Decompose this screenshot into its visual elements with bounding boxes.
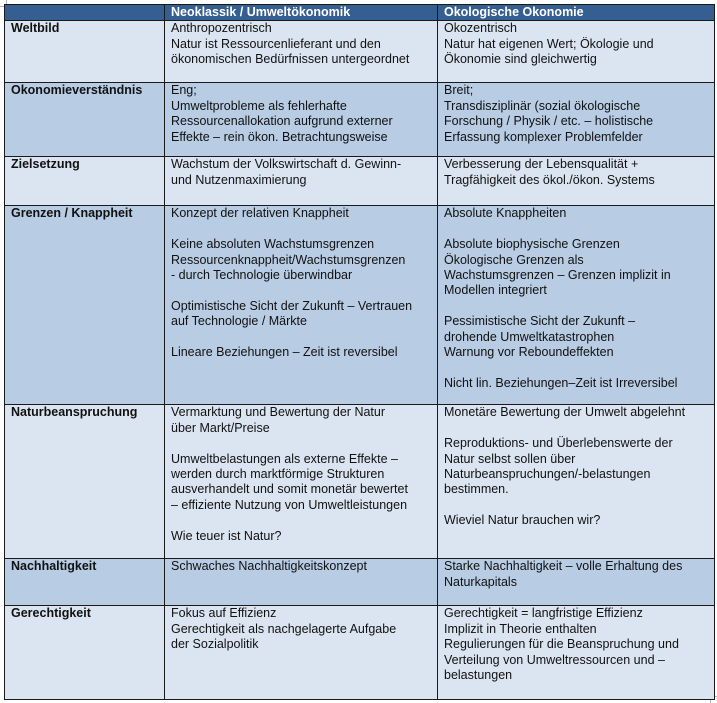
cell-text-line: Ressourcenallokation aufgrund externer: [171, 114, 393, 129]
cell-text-line: und Nutzenmaximierung: [171, 172, 307, 187]
cell-text-line: Reproduktions- und Überlebenswerte der: [444, 436, 673, 451]
cell-text-line: Natur ist Ressourcenlieferant und den: [171, 36, 381, 51]
cell-neoklassik: [165, 606, 438, 700]
cell-oekologische-oekonomie: [438, 606, 715, 700]
cell-text-line: Fokus auf Effizienz: [171, 606, 277, 621]
cell-text-line: Starke Nachhaltigkeit – volle Erhaltung des: [444, 559, 683, 574]
cell-neoklassik: [165, 405, 438, 559]
cell-text-line: Wachstumsgrenzen – Grenzen implizit in: [444, 268, 671, 283]
paragraph-gap: [444, 498, 709, 513]
cell-text-line: Schwaches Nachhaltigkeitskonzept: [171, 559, 367, 574]
header-oekologische-oekonomie: Okologische Okonomie: [438, 5, 715, 21]
paragraph-gap: [444, 360, 709, 375]
header-neoklassik: Neoklassik / Umweltökonomik: [165, 5, 438, 21]
cell-text-line: über Markt/Preise: [171, 420, 270, 435]
paragraph-gap: [444, 421, 709, 436]
table-row: [5, 21, 715, 83]
cell-text-line: Anthropozentrisch: [171, 21, 272, 36]
cell-text-line: Warnung vor Reboundeffekten: [444, 345, 614, 360]
cell-text-line: Ökonomie sind gleichwertig: [444, 52, 597, 67]
table-row: [5, 559, 715, 606]
cell-text-line: Wieviel Natur brauchen wir?: [444, 513, 601, 528]
cell-text-line: Umweltbelastungen als externe Effekte –: [171, 451, 398, 466]
cell-neoklassik: [165, 83, 438, 157]
cell-text-line: Gerechtigkeit als nachgelagerte Aufgabe: [171, 621, 397, 636]
cell-text-line: Pessimistische Sicht der Zukunft –: [444, 314, 636, 329]
cell-oekologische-oekonomie: [438, 83, 715, 157]
cell-text-line: Modellen integriert: [444, 283, 547, 298]
cell-oekologische-oekonomie: [438, 559, 715, 606]
row-label: Naturbeanspruchung: [5, 405, 165, 559]
cell-text-line: Gerechtigkeit = langfristige Effizienz: [444, 606, 643, 621]
row-label: Gerechtigkeit: [5, 606, 165, 700]
cell-text-line: Forschung / Physik / etc. – holistische: [444, 114, 654, 129]
paragraph-gap: [171, 222, 432, 237]
cell-text-line: Effekte – rein ökon. Betrachtungsweise: [171, 129, 388, 144]
row-label: Grenzen / Knappheit: [5, 206, 165, 405]
cell-text-line: Absolute Knappheiten: [444, 206, 567, 221]
cell-text-line: Keine absoluten Wachstumsgrenzen: [171, 237, 375, 252]
cell-text-line: Tragfähigkeit des ökol./ökon. Systems: [444, 172, 655, 187]
cell-text-line: Lineare Beziehungen – Zeit ist reversibel: [171, 345, 398, 360]
row-label: Nachhaltigkeit: [5, 559, 165, 606]
cell-text-line: Nicht lin. Beziehungen–Zeit ist Irreversibel: [444, 375, 678, 390]
cell-text-line: der Sozialpolitik: [171, 637, 259, 652]
cell-text-line: Naturbeanspruchungen/-belastungen: [444, 467, 651, 482]
cell-text-line: drohende Umweltkatastrophen: [444, 329, 615, 344]
cell-text-line: Wie teuer ist Natur?: [171, 528, 282, 543]
cell-text-line: Naturkapitals: [444, 574, 517, 589]
cell-neoklassik: [165, 559, 438, 606]
cell-neoklassik: [165, 21, 438, 83]
cell-oekologische-oekonomie: [438, 21, 715, 83]
cell-text-line: Eng;: [171, 83, 197, 98]
row-label: Zielsetzung: [5, 157, 165, 206]
cell-oekologische-oekonomie: [438, 206, 715, 405]
cell-neoklassik: [165, 157, 438, 206]
table-row: [5, 606, 715, 700]
cell-text-line: - durch Technologie überwindbar: [171, 268, 353, 283]
cell-text-line: Ökologische Grenzen als: [444, 252, 584, 267]
table-row: [5, 405, 715, 559]
cell-oekologische-oekonomie: [438, 405, 715, 559]
cell-text-line: ausverhandelt und somit monetär bewertet: [171, 482, 408, 497]
cell-text-line: Natur hat eigenen Wert; Ökologie und: [444, 36, 654, 51]
cell-text-line: bestimmen.: [444, 482, 509, 497]
cell-text-line: Verbesserung der Lebensqualität +: [444, 157, 639, 172]
cell-text-line: Umweltprobleme als fehlerhafte: [171, 98, 347, 113]
cell-text-line: Konzept der relativen Knappheit: [171, 206, 349, 221]
cell-text-line: Wachstum der Volkswirtschaft d. Gewinn-: [171, 157, 402, 172]
paragraph-gap: [171, 330, 432, 345]
table-row: [5, 157, 715, 206]
cell-text-line: Natur selbst sollen über: [444, 451, 576, 466]
cell-text-line: auf Technologie / Märkte: [171, 314, 307, 329]
cell-text-line: Regulierungen für die Beanspruchung und: [444, 637, 679, 652]
cell-text-line: Implizit in Theorie enthalten: [444, 621, 597, 636]
cell-oekologische-oekonomie: [438, 157, 715, 206]
cell-text-line: Verteilung von Umweltressourcen und –: [444, 652, 665, 667]
paragraph-gap: [444, 222, 709, 237]
cell-text-line: Monetäre Bewertung der Umwelt abgelehnt: [444, 405, 686, 420]
header-empty-cell: [5, 5, 165, 21]
cell-text-line: ökonomischen Bedürfnissen untergeordnet: [171, 52, 410, 67]
cell-text-line: Optimistische Sicht der Zukunft – Vertrauen: [171, 298, 413, 313]
comparison-table: [4, 4, 715, 700]
cell-text-line: belastungen: [444, 668, 513, 683]
cell-text-line: Breit;: [444, 83, 474, 98]
paragraph-gap: [444, 299, 709, 314]
cell-neoklassik: [165, 206, 438, 405]
cell-text-line: Transdisziplinär (sozial ökologische: [444, 98, 641, 113]
table-row: [5, 206, 715, 405]
cell-text-line: Ressourcenknappheit/Wachstumsgrenzen: [171, 252, 406, 267]
cell-text-line: Absolute biophysische Grenzen: [444, 237, 620, 252]
table-header-row: [5, 5, 715, 21]
paragraph-gap: [171, 513, 432, 528]
row-label: Okonomieverständnis: [5, 83, 165, 157]
cell-text-line: Okozentrisch: [444, 21, 517, 36]
cell-text-line: Erfassung komplexer Problemfelder: [444, 129, 643, 144]
table-row: [5, 83, 715, 157]
paragraph-gap: [171, 436, 432, 451]
cell-text-line: werden durch marktförmige Strukturen: [171, 467, 385, 482]
row-label: Weltbild: [5, 21, 165, 83]
cell-text-line: Vermarktung und Bewertung der Natur: [171, 405, 386, 420]
paragraph-gap: [171, 283, 432, 298]
cell-text-line: – effiziente Nutzung von Umweltleistungen: [171, 497, 408, 512]
